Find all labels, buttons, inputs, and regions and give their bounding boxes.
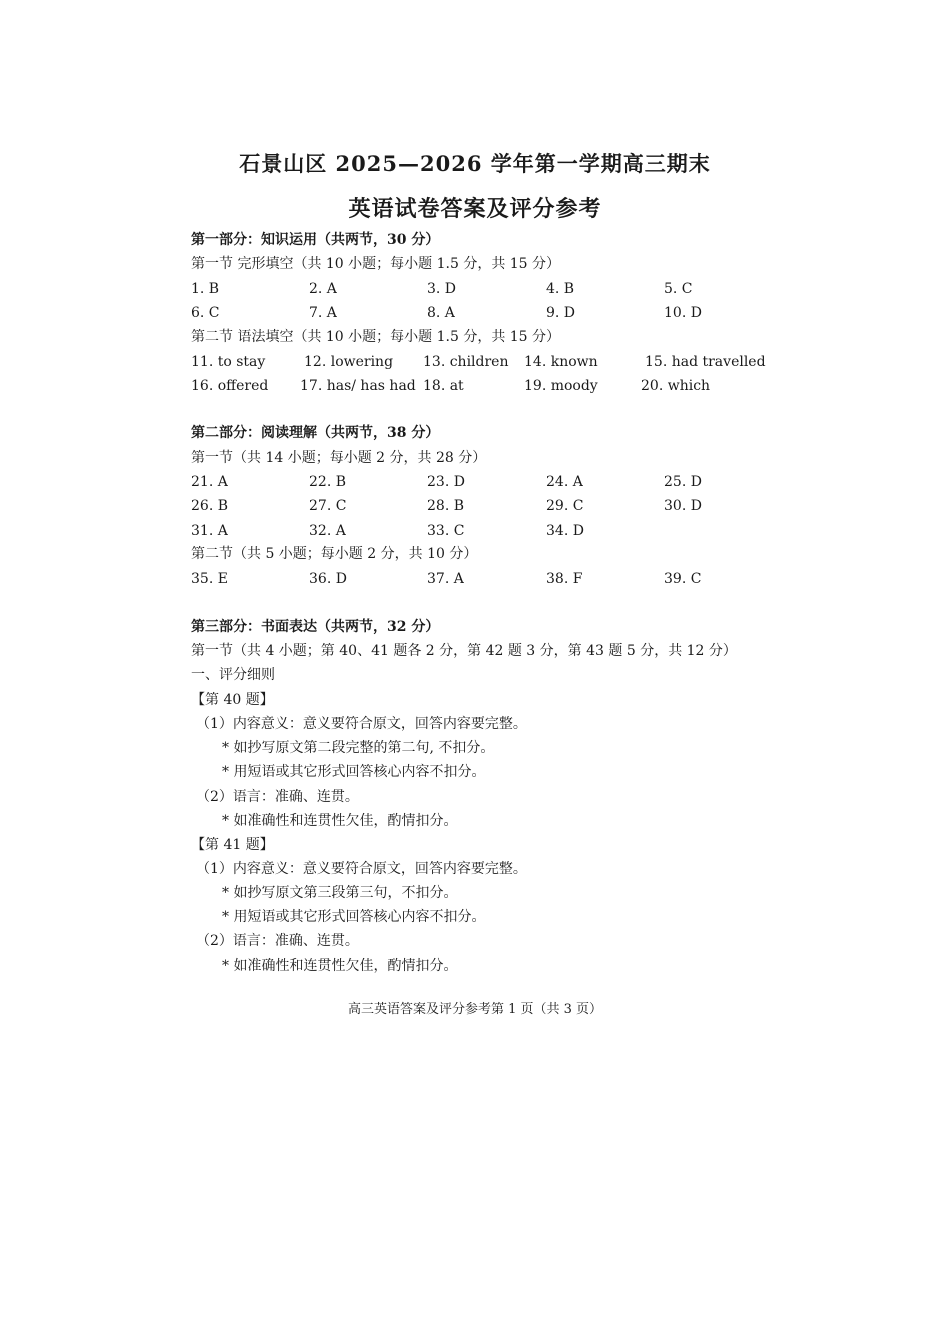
part3-section1-heading: 第一节（共 4 小题；第 40、41 题各 2 分，第 42 题 3 分，第 43 题 5 分，共 12 分） (191, 643, 737, 659)
part1-section2-heading: 第二节 语法填空（共 10 小题；每小题 1.5 分，共 15 分） (191, 329, 561, 345)
answer-row (0, 352, 950, 372)
answer-cell: 19. moody (524, 378, 598, 394)
answer-cell: 38. F (546, 571, 583, 587)
q40-note: * 如抄写原文第二段完整的第二句, 不扣分。 (222, 740, 495, 756)
q41-note: * 如准确性和连贯性欠佳，酌情扣分。 (222, 958, 458, 974)
answer-row (0, 279, 950, 299)
answer-cell: 9. D (546, 305, 576, 321)
q40-content-criterion: （1）内容意义：意义要符合原文，回答内容要完整。 (196, 716, 527, 732)
q41-label: 【第 41 题】 (191, 837, 274, 853)
answer-cell: 4. B (546, 281, 575, 297)
rubric-heading: 一、评分细则 (191, 667, 275, 683)
q41-note: * 用短语或其它形式回答核心内容不扣分。 (222, 909, 486, 925)
q40-label: 【第 40 题】 (191, 692, 274, 708)
answer-cell: 31. A (191, 523, 228, 539)
answer-cell: 24. A (546, 474, 583, 490)
answer-cell: 16. offered (191, 378, 269, 394)
q41-language-criterion: （2）语言：准确、连贯。 (196, 933, 359, 949)
answer-cell: 18. at (423, 378, 464, 394)
answer-cell: 29. C (546, 498, 584, 514)
answer-cell: 10. D (664, 305, 702, 321)
answer-cell: 12. lowering (304, 354, 394, 370)
answer-cell: 2. A (309, 281, 337, 297)
q40-note: * 如准确性和连贯性欠佳，酌情扣分。 (222, 813, 458, 829)
answer-cell: 39. C (664, 571, 702, 587)
q41-note: * 如抄写原文第三段第三句，不扣分。 (222, 885, 458, 901)
q41-content-criterion: （1）内容意义：意义要符合原文，回答内容要完整。 (196, 861, 527, 877)
answer-cell: 20. which (641, 378, 711, 394)
document-subtitle: 英语试卷答案及评分参考 (348, 196, 602, 222)
answer-row (0, 303, 950, 323)
answer-cell: 25. D (664, 474, 702, 490)
part1-section1-heading: 第一节 完形填空（共 10 小题；每小题 1.5 分，共 15 分） (191, 256, 561, 272)
answer-cell: 5. C (664, 281, 693, 297)
answer-row (0, 569, 950, 589)
answer-cell: 34. D (546, 523, 584, 539)
document-title: 石景山区 2025—2026 学年第一学期高三期末 (239, 151, 711, 176)
answer-cell: 11. to stay (191, 354, 266, 370)
answer-cell: 23. D (427, 474, 465, 490)
answer-cell: 36. D (309, 571, 347, 587)
q40-note: * 用短语或其它形式回答核心内容不扣分。 (222, 764, 486, 780)
answer-cell: 21. A (191, 474, 228, 490)
answer-cell: 1. B (191, 281, 220, 297)
answer-cell: 15. had travelled (645, 354, 766, 370)
answer-cell: 8. A (427, 305, 455, 321)
answer-cell: 30. D (664, 498, 702, 514)
answer-cell: 22. B (309, 474, 347, 490)
answer-cell: 35. E (191, 571, 228, 587)
part2-heading: 第二部分：阅读理解（共两节，38 分） (191, 425, 440, 441)
answer-cell: 14. known (524, 354, 598, 370)
answer-row (0, 521, 950, 541)
page-footer: 高三英语答案及评分参考第 1 页（共 3 页） (347, 1002, 603, 1017)
part3-heading: 第三部分：书面表达（共两节，32 分） (191, 619, 440, 635)
answer-cell: 3. D (427, 281, 457, 297)
answer-cell: 26. B (191, 498, 229, 514)
answer-cell: 27. C (309, 498, 347, 514)
answer-cell: 6. C (191, 305, 220, 321)
part1-heading: 第一部分：知识运用（共两节，30 分） (191, 232, 440, 248)
answer-cell: 37. A (427, 571, 464, 587)
answer-row (0, 472, 950, 492)
answer-cell: 33. C (427, 523, 465, 539)
q40-language-criterion: （2）语言：准确、连贯。 (196, 789, 359, 805)
answer-cell: 13. children (423, 354, 509, 370)
part2-section2-heading: 第二节（共 5 小题；每小题 2 分，共 10 分） (191, 546, 478, 562)
answer-row (0, 496, 950, 516)
answer-cell: 32. A (309, 523, 346, 539)
part2-section1-heading: 第一节（共 14 小题；每小题 2 分，共 28 分） (191, 450, 487, 466)
answer-cell: 17. has/ has had (300, 378, 416, 394)
answer-cell: 28. B (427, 498, 465, 514)
answer-row (0, 376, 950, 396)
answer-cell: 7. A (309, 305, 337, 321)
